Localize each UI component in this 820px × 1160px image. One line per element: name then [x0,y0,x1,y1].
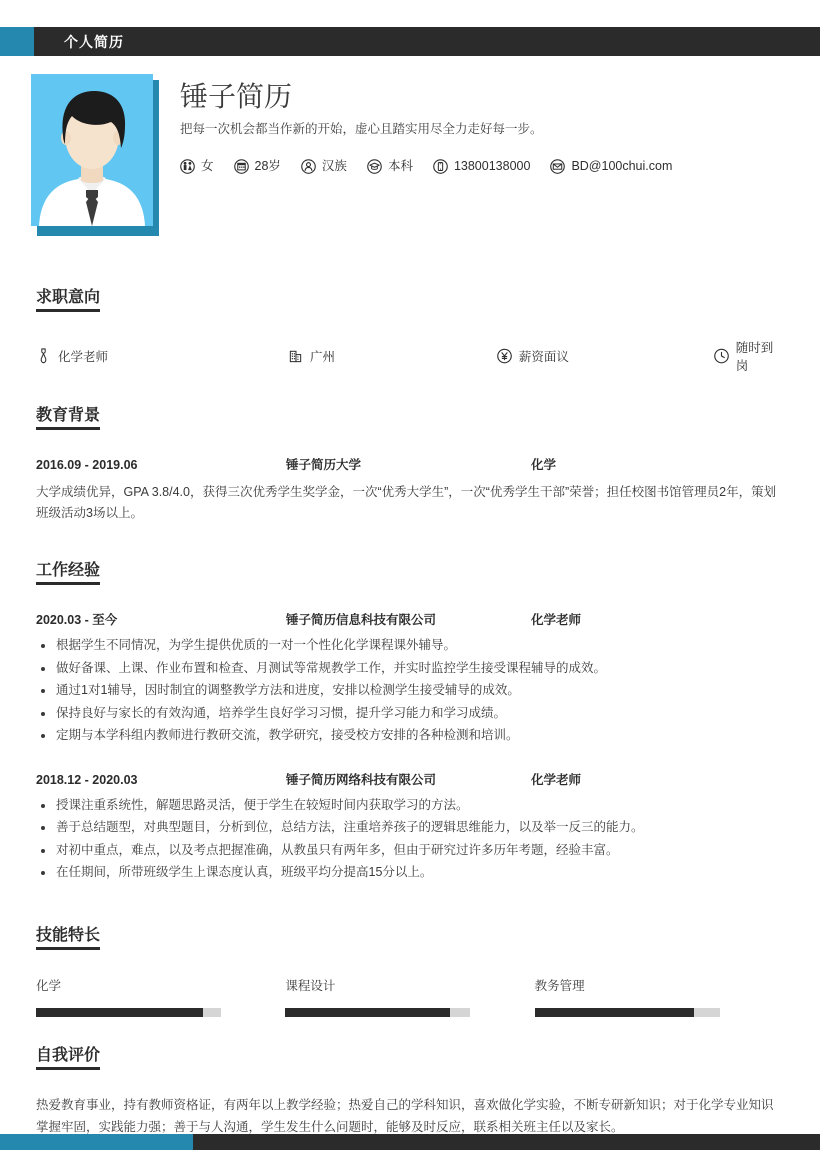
intention-value-position: 化学老师 [58,350,109,364]
meta-item-age [234,158,281,174]
profile-tagline: 把每一次机会都当作新的开始，虚心且踏实用尽全力走好每一步。 [180,122,543,136]
entry-head [36,456,784,474]
meta-value-education: 本科 [387,159,413,173]
education-major: 化学 [531,458,557,472]
top-banner-accent-block [0,27,34,56]
skill-progress-track [36,1008,221,1017]
skill-progress-track [535,1008,720,1017]
intention-item-city [288,338,497,374]
work-entry [0,611,820,747]
education-icon [367,159,382,174]
list-item: 保持良好与家长的有效沟通，培养学生良好学习习惯，提升学习能力和学习成绩。 [36,703,784,725]
education-description: 大学成绩优异，GPA 3.8/4.0，获得三次优秀学生奖学金，一次“优秀大学生”，一次“优秀学生干部”荣誉；担任校图书馆管理员2年，策划班级活动3场以上。 [36,485,777,520]
list-item: 根据学生不同情况，为学生提供优质的一对一个性化化学课程课外辅导。 [36,635,784,657]
meta-value-email: BD@100chui.com [571,159,673,173]
top-banner [0,27,820,56]
skill-item [36,978,285,1017]
meta-item-ethnicity [301,158,347,174]
work-company: 锤子简历信息科技有限公司 [286,613,437,627]
profile-name: 锤子简历 [180,81,293,112]
section-work [0,561,820,885]
intention-value-city: 广州 [309,350,335,364]
email-icon [550,159,565,174]
skill-label: 化学 [36,979,62,993]
section-title-intention: 求职意向 [36,288,100,312]
section-rule [36,587,784,588]
person-icon [301,159,316,174]
meta-value-phone: 13800138000 [453,159,531,173]
salary-icon [497,348,512,364]
section-head-education [36,406,784,434]
list-item: 对初中重点，难点，以及考点把握准确，从教虽只有两年多，但由于研究过许多历年考题，经验丰富。 [36,840,784,862]
meta-value-ethnicity: 汉族 [321,159,347,173]
education-entry [0,456,820,524]
avatar-photo [31,74,153,226]
section-rule [36,952,784,953]
work-date: 2018.12 - 2020.03 [36,772,138,787]
meta-value-age: 28岁 [254,159,281,173]
list-item: 善于总结题型，对典型题目，分析到位，总结方法，注重培养孩子的逻辑思维能力，以及举一反三的能力。 [36,817,784,839]
list-item: 在任期间，所带班级学生上课态度认真，班级平均分提高15分以上。 [36,862,784,884]
intention-value-salary: 薪资面议 [518,350,569,364]
avatar [31,74,159,236]
footer-accent-block [0,1134,193,1150]
skills-row [36,978,784,1017]
list-item: 通过1对1辅导，因时制宜的调整教学方法和进度，安排以检测学生接受辅导的成效。 [36,680,784,702]
work-company: 锤子简历网络科技有限公司 [286,772,437,787]
work-bullets [36,635,784,747]
skill-progress-fill [285,1008,450,1017]
section-title-work: 工作经验 [36,561,100,585]
meta-item-education [367,158,413,174]
clock-icon [714,348,729,364]
meta-item-phone [433,158,530,174]
section-head-intention [36,288,784,316]
work-entry [0,771,820,884]
footer-bar [0,1134,820,1150]
intention-value-availability: 随时到岗 [735,341,774,373]
skill-label: 教务管理 [534,979,585,993]
skill-progress-fill [36,1008,203,1017]
work-date: 2020.03 - 至今 [36,613,118,627]
section-skills [0,926,820,1017]
work-role: 化学老师 [531,613,582,627]
list-item: 授课注重系统性，解题思路灵活，便于学生在较短时间内获取学习的方法。 [36,795,784,817]
meta-value-gender: 女 [201,159,214,173]
intention-row [36,338,784,374]
section-education [0,406,820,524]
education-date: 2016.09 - 2019.06 [36,458,138,472]
profile-header [0,74,820,244]
tie-icon [36,348,51,364]
section-head-skills [36,926,784,954]
skill-label: 课程设计 [285,979,336,993]
calendar-icon [234,159,249,174]
entry-head [36,611,784,629]
entry-head [36,771,784,789]
list-item: 做好备课、上课、作业布置和检查、月测试等常规教学工作，并实时监控学生接受课程辅导的成效。 [36,658,784,680]
section-summary [0,1046,820,1138]
section-head-summary [36,1046,784,1074]
section-title-education: 教育背景 [36,406,100,430]
section-rule [36,1072,784,1073]
phone-icon [433,159,448,174]
education-school: 锤子简历大学 [286,458,362,472]
footer-dark-block [193,1134,820,1150]
skill-progress-fill [535,1008,694,1017]
skill-item [535,978,784,1017]
profile-info [180,80,800,174]
section-rule [36,432,784,433]
work-role: 化学老师 [531,772,582,787]
intention-item-availability [714,338,784,374]
top-banner-bar [34,27,820,56]
profile-meta-row [180,158,800,174]
skill-item [285,978,534,1017]
section-title-summary: 自我评价 [36,1046,100,1070]
section-intention [0,288,820,374]
intention-item-salary [497,338,714,374]
building-icon [288,348,303,364]
list-item: 定期与本学科组内教师进行教研交流，教学研究，接受校方安排的各种检测和培训。 [36,725,784,747]
intention-item-position [36,338,288,374]
section-rule [36,314,784,315]
resume-title: 个人简历 [64,33,124,50]
gender-icon [180,159,195,174]
work-bullets [36,795,784,884]
skill-progress-track [285,1008,470,1017]
avatar-illustration-icon [31,74,153,226]
summary-text: 热爱教育事业，持有教师资格证，有两年以上教学经验；热爱自己的学科知识，喜欢做化学实验，不断专研新知识；对于化学专业知识掌握牢固，实践能力强；善于与人沟通，学生发生什么问题时，能够及时反应，联系相关班主任以及家长。 [36,1098,774,1134]
meta-item-gender [180,158,214,174]
meta-item-email [550,158,672,174]
section-title-skills: 技能特长 [36,926,100,950]
section-head-work [36,561,784,589]
